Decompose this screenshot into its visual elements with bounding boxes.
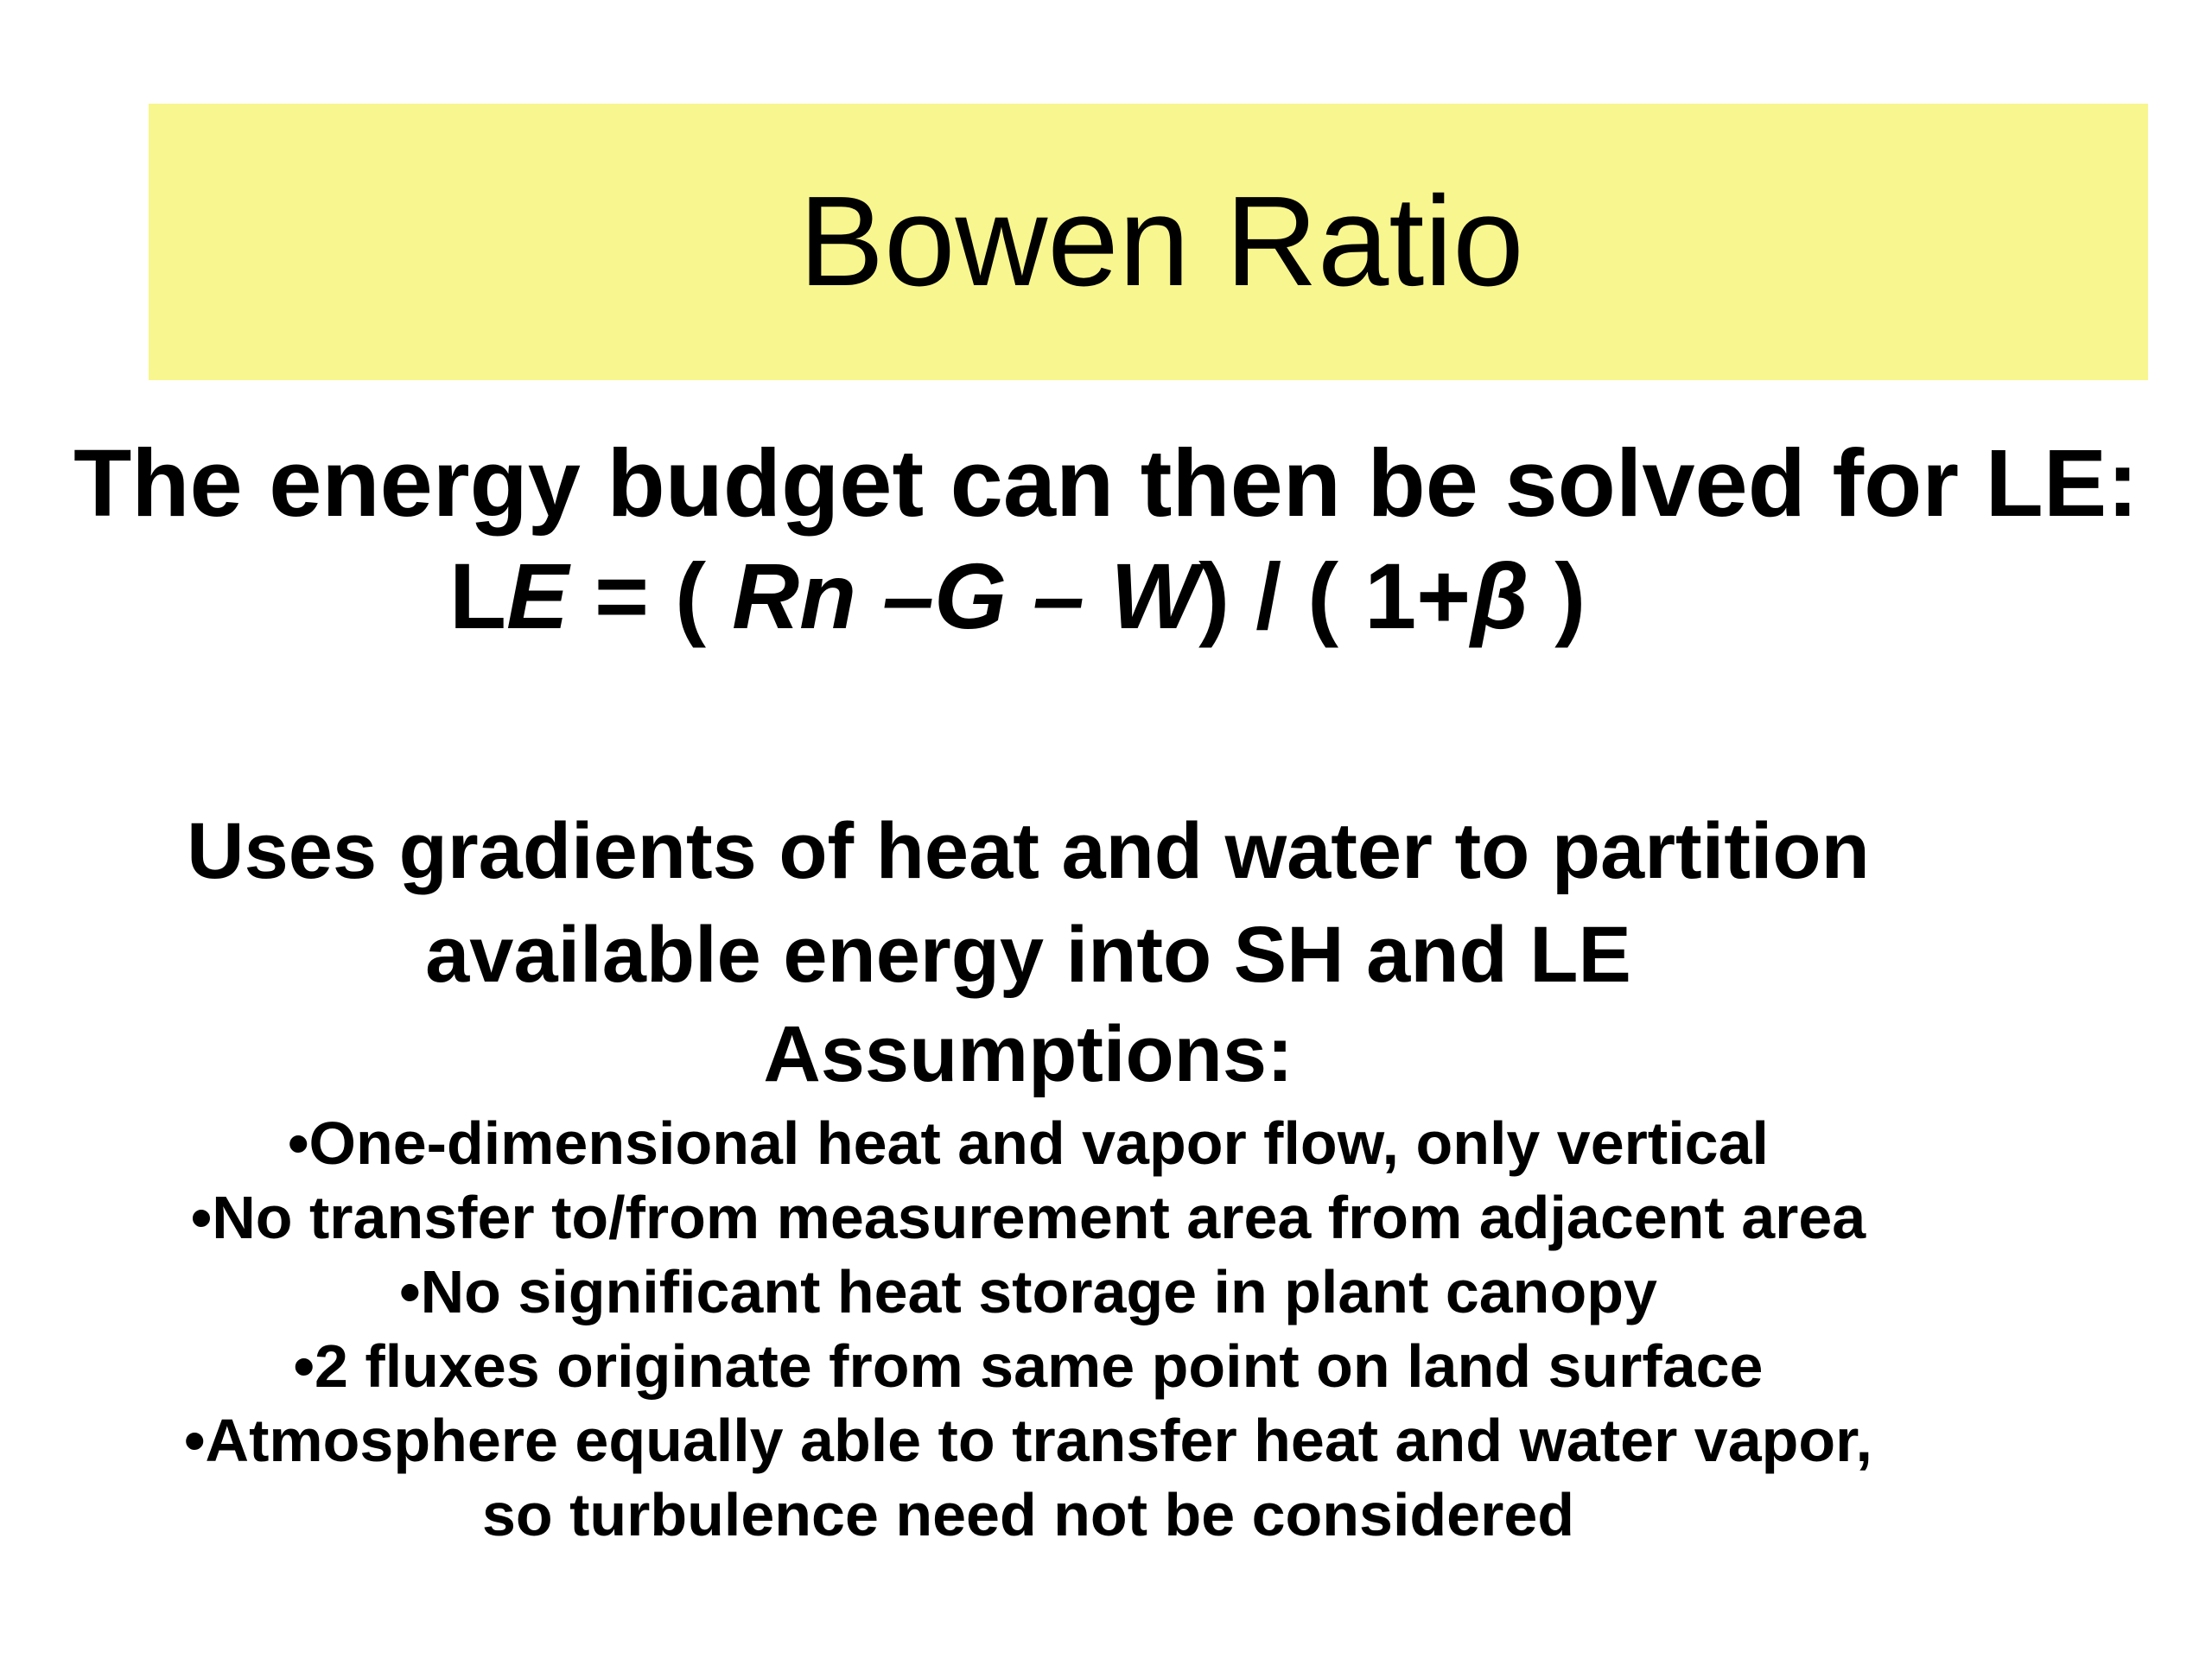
- equation-rn: Rn: [732, 543, 857, 648]
- assumption-item: so turbulence need not be considered: [481, 1481, 1575, 1548]
- assumption-item: •No significant heat storage in plant canopy: [399, 1258, 1657, 1325]
- assumption-item: •Atmosphere equally able to transfer heat and water vapor,: [184, 1407, 1872, 1474]
- equation-equals: = (: [569, 543, 733, 648]
- equation-minus-g: –G –: [856, 543, 1111, 648]
- description-line-1: Uses gradients of heat and water to partition: [187, 807, 1870, 895]
- assumptions-list: [0, 1106, 2134, 1552]
- equation-w: W: [1110, 543, 1199, 648]
- description-text: [0, 799, 2134, 1007]
- assumptions-heading: Assumptions:: [763, 1010, 1294, 1098]
- description-line-2: available energy into SH and LE: [425, 911, 1631, 999]
- assumption-item: •One-dimensional heat and vapor flow, only vertical: [288, 1109, 1769, 1177]
- intro-text: The energy budget can then be solved for LE:: [73, 430, 2139, 537]
- equation-divide: ) / ( 1+: [1198, 543, 1471, 648]
- assumption-item: •2 fluxes originate from same point on land surface: [293, 1332, 1764, 1400]
- equation-e: E: [505, 543, 569, 648]
- title-banner: [149, 104, 2148, 380]
- assumption-item: •No transfer to/from measurement area from adjacent area: [190, 1184, 1866, 1251]
- le-equation: [449, 544, 1586, 648]
- equation-l: L: [449, 543, 506, 648]
- equation-beta: β: [1471, 543, 1529, 648]
- slide-title: Bowen Ratio: [798, 170, 1524, 313]
- equation-close: ): [1529, 543, 1586, 648]
